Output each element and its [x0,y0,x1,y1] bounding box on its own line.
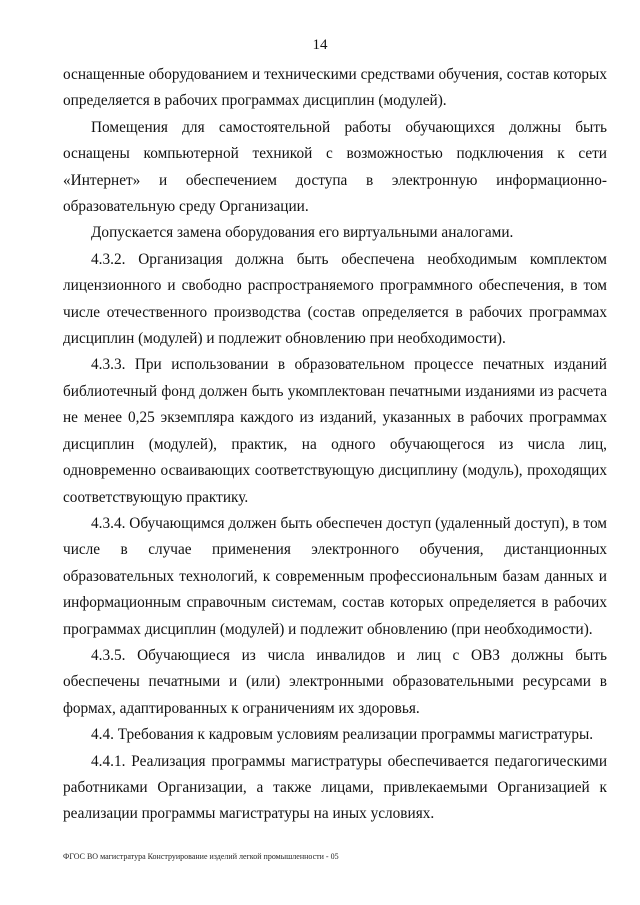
page-footer: ФГОС ВО магистратура Конструирование изделий легкой промышленности - 05 [63,852,339,861]
paragraph-4-3-5: 4.3.5. Обучающиеся из числа инвалидов и лиц с ОВЗ должны быть обеспечены печатными и (или) электронными образовательными ресурсами в формах, адаптированных к ограничениям их здоровья. [63,646,607,717]
document-body [63,62,607,828]
paragraph-4-3-2: 4.3.2. Организация должна быть обеспечена необходимым комплектом лицензионного и свободно распространяемого программного обеспечения, в том числе отечественного производства (состав определяется в рабочих программах дисциплин (модулей) и подлежит обновлению при необходимости). [63,250,607,348]
paragraph-4-3-3: 4.3.3. При использовании в образовательном процессе печатных изданий библиотечный фонд должен быть укомплектован печатными изданиями из расчета не менее 0,25 экземпляра каждого из изданий, указанных в рабочих программах дисциплин (модулей), практик, на одного обучающегося из числа лиц, одновременно осваивающих соответствующую дисциплину (модуль), проходящих соответствующую практику. [63,356,607,506]
paragraph-equipment-continuation: оснащенные оборудованием и техническими средствами обучения, состав которых определяется в рабочих программах дисциплин (модулей). [63,66,607,110]
paragraph-virtual-analogs: Допускается замена оборудования его виртуальными аналогами. [91,224,514,242]
paragraph-4-4: 4.4. Требования к кадровым условиям реализации программы магистратуры. [91,726,594,744]
paragraph-4-3-4: 4.3.4. Обучающимся должен быть обеспечен доступ (удаленный доступ), в том числе в случае применения электронного обучения, дистанционных образовательных технологий, к современным профессиональным базам данных и информационным справочным системам, состав которых определяется в рабочих программах дисциплин (модулей) и подлежит обновлению (при необходимости). [63,514,607,638]
page-number: 14 [312,37,328,53]
paragraph-4-4-1: 4.4.1. Реализация программы магистратуры обеспечивается педагогическими работниками Организации, а также лицами, привлекаемыми Организацией к реализации программы магистратуры на иных условиях. [63,752,607,823]
paragraph-self-study-rooms: Помещения для самостоятельной работы обучающихся должны быть оснащены компьютерной техникой с возможностью подключения к сети «Интернет» и обеспечением доступа в электронную информационно-образовательную среду Организации. [63,118,607,216]
